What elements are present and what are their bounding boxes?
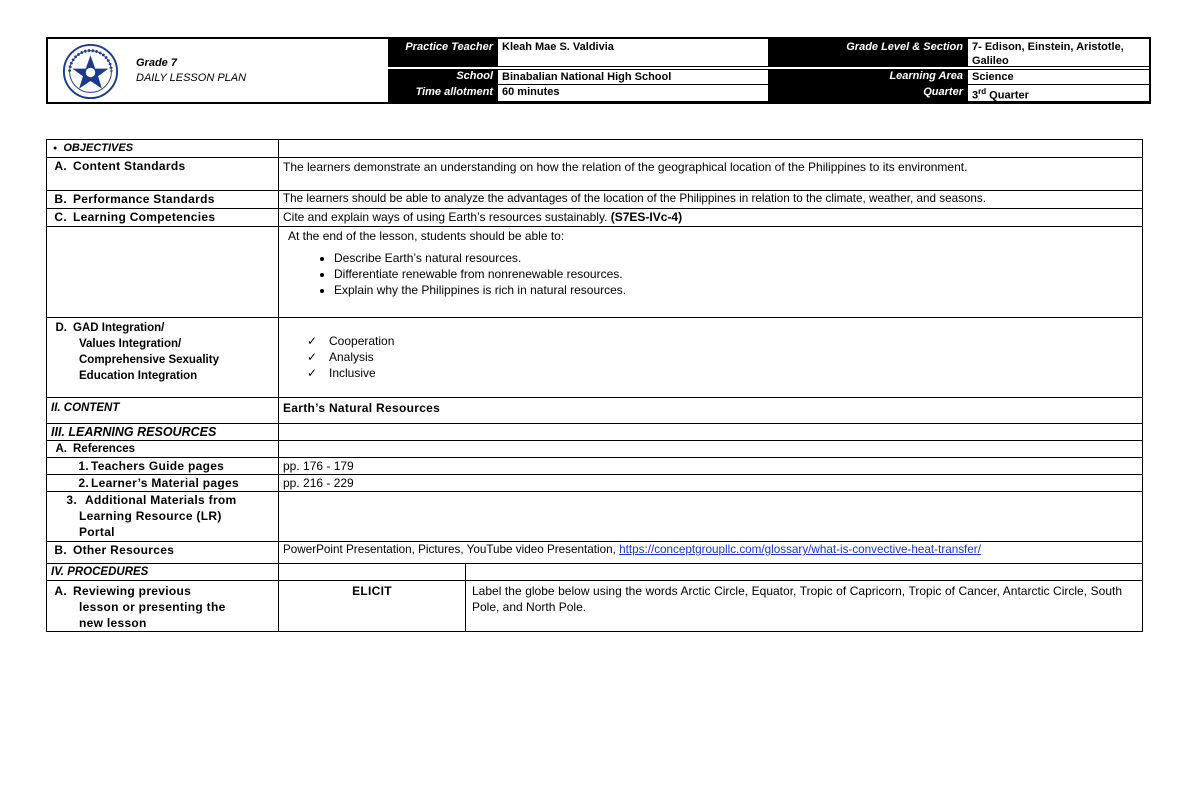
plan-title: DAILY LESSON PLAN: [136, 72, 247, 84]
practice-teacher-label: Practice Teacher: [388, 39, 498, 67]
header-row-teacher: [388, 39, 1151, 67]
specific-objectives-cell: [279, 227, 1143, 318]
content-standards-letter: A.: [54, 159, 67, 173]
additional-materials-line: Learning Resource (LR): [79, 509, 222, 523]
school-value: Binabalian National High School: [498, 69, 768, 85]
quarter-label: Quarter: [768, 85, 968, 102]
specific-objectives-row: [47, 227, 1143, 318]
reviewing-line: lesson or presenting the: [79, 600, 226, 614]
value-item: ✓ Inclusive: [307, 365, 1138, 381]
learning-area-label: Learning Area: [768, 69, 968, 85]
competency-code: (S7ES-IVc-4): [610, 210, 683, 224]
performance-standards-text: The learners should be able to analyze the advantages of the location of the Philippines in relation to the climate, weather, and seasons.: [279, 191, 1143, 209]
teachers-guide-pages: pp. 176 - 179: [279, 458, 1143, 475]
content-row: [47, 398, 1143, 424]
value-item: ✓ Analysis: [307, 349, 1138, 365]
reviewing-line: new lesson: [79, 616, 147, 630]
content-standards-row: [47, 158, 1143, 191]
deped-seal-logo: [62, 43, 119, 100]
elicit-instruction: Label the globe below using the words Arctic Circle, Equator, Tropic of Capricorn, Tropic of Cancer, Antarctic Circle, South Pole, and North Pole.: [466, 581, 1143, 632]
elicit-phase: ELICIT: [279, 581, 466, 632]
values-cell: [279, 318, 1143, 398]
gad-line: Values Integration/: [79, 338, 182, 350]
gad-line: Education Integration: [79, 370, 198, 382]
learning-competencies-text: [279, 209, 1143, 227]
learning-competencies-label: [47, 209, 279, 227]
performance-standards-row: [47, 191, 1143, 209]
gad-line: GAD Integration/: [73, 322, 165, 334]
reviewing-line: Reviewing previous: [73, 584, 192, 598]
grade-level-line2: Galileo: [972, 55, 1009, 67]
other-resources-letter: B.: [54, 543, 67, 557]
additional-materials-label: [47, 492, 279, 542]
lesson-plan-table: [46, 139, 1143, 632]
additional-materials-number: 3.: [66, 493, 77, 507]
learning-area-value: Science: [968, 69, 1151, 85]
content-topic: Earth’s Natural Resources: [279, 398, 1143, 424]
objectives-heading-text: OBJECTIVES: [63, 142, 134, 154]
convective-heat-transfer-link[interactable]: https://conceptgroupllc.com/glossary/what-is-convective-heat-transfer/: [619, 543, 981, 556]
references-label: [47, 441, 279, 458]
quarter-suffix: rd: [978, 87, 987, 96]
resources-heading-row: [47, 424, 1143, 441]
references-blank: [279, 441, 1143, 458]
time-allotment-value: 60 minutes: [498, 85, 768, 102]
teachers-guide-label-text: Teachers Guide pages: [91, 459, 225, 473]
content-standards-text: The learners demonstrate an understanding on how the relation of the geographical location of the Philippines to its environment.: [279, 158, 1143, 191]
content-standards-label: [47, 158, 279, 191]
gad-letter: D.: [55, 322, 67, 334]
objectives-heading-blank: [279, 140, 1143, 158]
other-resources-label: [47, 542, 279, 564]
references-label-text: References: [73, 443, 136, 455]
additional-materials-line: Portal: [79, 525, 115, 539]
resources-heading-blank: [279, 424, 1143, 441]
header-row-time: [388, 85, 1151, 102]
references-row: [47, 441, 1143, 458]
quarter-text: Quarter: [986, 89, 1029, 102]
practice-teacher-value: Kleah Mae S. Valdivia: [498, 39, 768, 67]
learners-material-row: [47, 475, 1143, 492]
reviewing-letter: A.: [54, 584, 67, 598]
content-heading: II. CONTENT: [47, 398, 279, 424]
performance-standards-letter: B.: [54, 192, 67, 206]
performance-standards-label-text: Performance Standards: [73, 192, 215, 206]
content-standards-label-text: Content Standards: [73, 159, 186, 173]
learners-material-pages: pp. 216 - 229: [279, 475, 1143, 492]
additional-materials-blank: [279, 492, 1143, 542]
header-branding: [48, 39, 388, 102]
grade-level-label: Grade Level & Section: [768, 39, 968, 67]
other-resources-label-text: Other Resources: [73, 543, 175, 557]
other-resources-text: PowerPoint Presentation, Pictures, YouTube video Presentation,: [283, 543, 620, 556]
learning-competencies-row: [47, 209, 1143, 227]
grade-title: Grade 7: [136, 57, 177, 69]
grade-level-line1: 7- Edison, Einstein, Aristotle,: [972, 41, 1124, 53]
objective-item: • Describe Earth’s natural resources.: [334, 250, 1138, 266]
teachers-guide-row: [47, 458, 1143, 475]
gad-line: Comprehensive Sexuality: [79, 354, 219, 366]
objectives-intro: At the end of the lesson, students should be able to:: [288, 229, 565, 243]
lesson-plan-header: [46, 37, 1151, 104]
other-resources-cell: [279, 542, 1143, 564]
teachers-guide-number: 1.: [78, 459, 89, 473]
learning-competencies-statement: Cite and explain ways of using Earth’s resources sustainably.: [283, 210, 611, 224]
performance-standards-label: [47, 191, 279, 209]
quarter-value: [968, 85, 1151, 102]
additional-materials-row: [47, 492, 1143, 542]
objectives-list: [288, 250, 1138, 298]
learning-competencies-letter: C.: [54, 210, 67, 224]
objectives-heading-row: [47, 140, 1143, 158]
objectives-heading: [47, 140, 279, 158]
gad-integration-label: [47, 318, 279, 398]
teachers-guide-label: [47, 458, 279, 475]
quarter-number: 3: [972, 89, 979, 102]
additional-materials-line: Additional Materials from: [85, 493, 237, 507]
learners-material-number: 2.: [78, 476, 89, 490]
procedures-heading-row: [47, 564, 1143, 581]
learners-material-label: [47, 475, 279, 492]
reviewing-lesson-label: [47, 581, 279, 632]
procedures-heading-blank-1: [279, 564, 466, 581]
value-item: ✓ Cooperation: [307, 333, 1138, 349]
objective-item: • Differentiate renewable from nonrenewable resources.: [334, 266, 1138, 282]
time-allotment-label: Time allotment: [388, 85, 498, 102]
procedures-heading: IV. PROCEDURES: [47, 564, 279, 581]
bullet-icon: ●: [53, 145, 58, 152]
procedures-heading-blank-2: [466, 564, 1143, 581]
reviewing-lesson-row: [47, 581, 1143, 632]
school-label: School: [388, 69, 498, 85]
header-row-school: [388, 69, 1151, 85]
resources-heading: III. LEARNING RESOURCES: [47, 424, 279, 441]
objective-item: • Explain why the Philippines is rich in natural resources.: [334, 282, 1138, 298]
other-resources-row: [47, 542, 1143, 564]
learning-competencies-label-text: Learning Competencies: [73, 210, 216, 224]
specific-objectives-blank: [47, 227, 279, 318]
values-list: [283, 333, 1138, 381]
gad-integration-row: [47, 318, 1143, 398]
learners-material-label-text: Learner’s Material pages: [91, 476, 239, 490]
grade-level-value: [968, 39, 1151, 67]
references-letter: A.: [55, 443, 67, 455]
